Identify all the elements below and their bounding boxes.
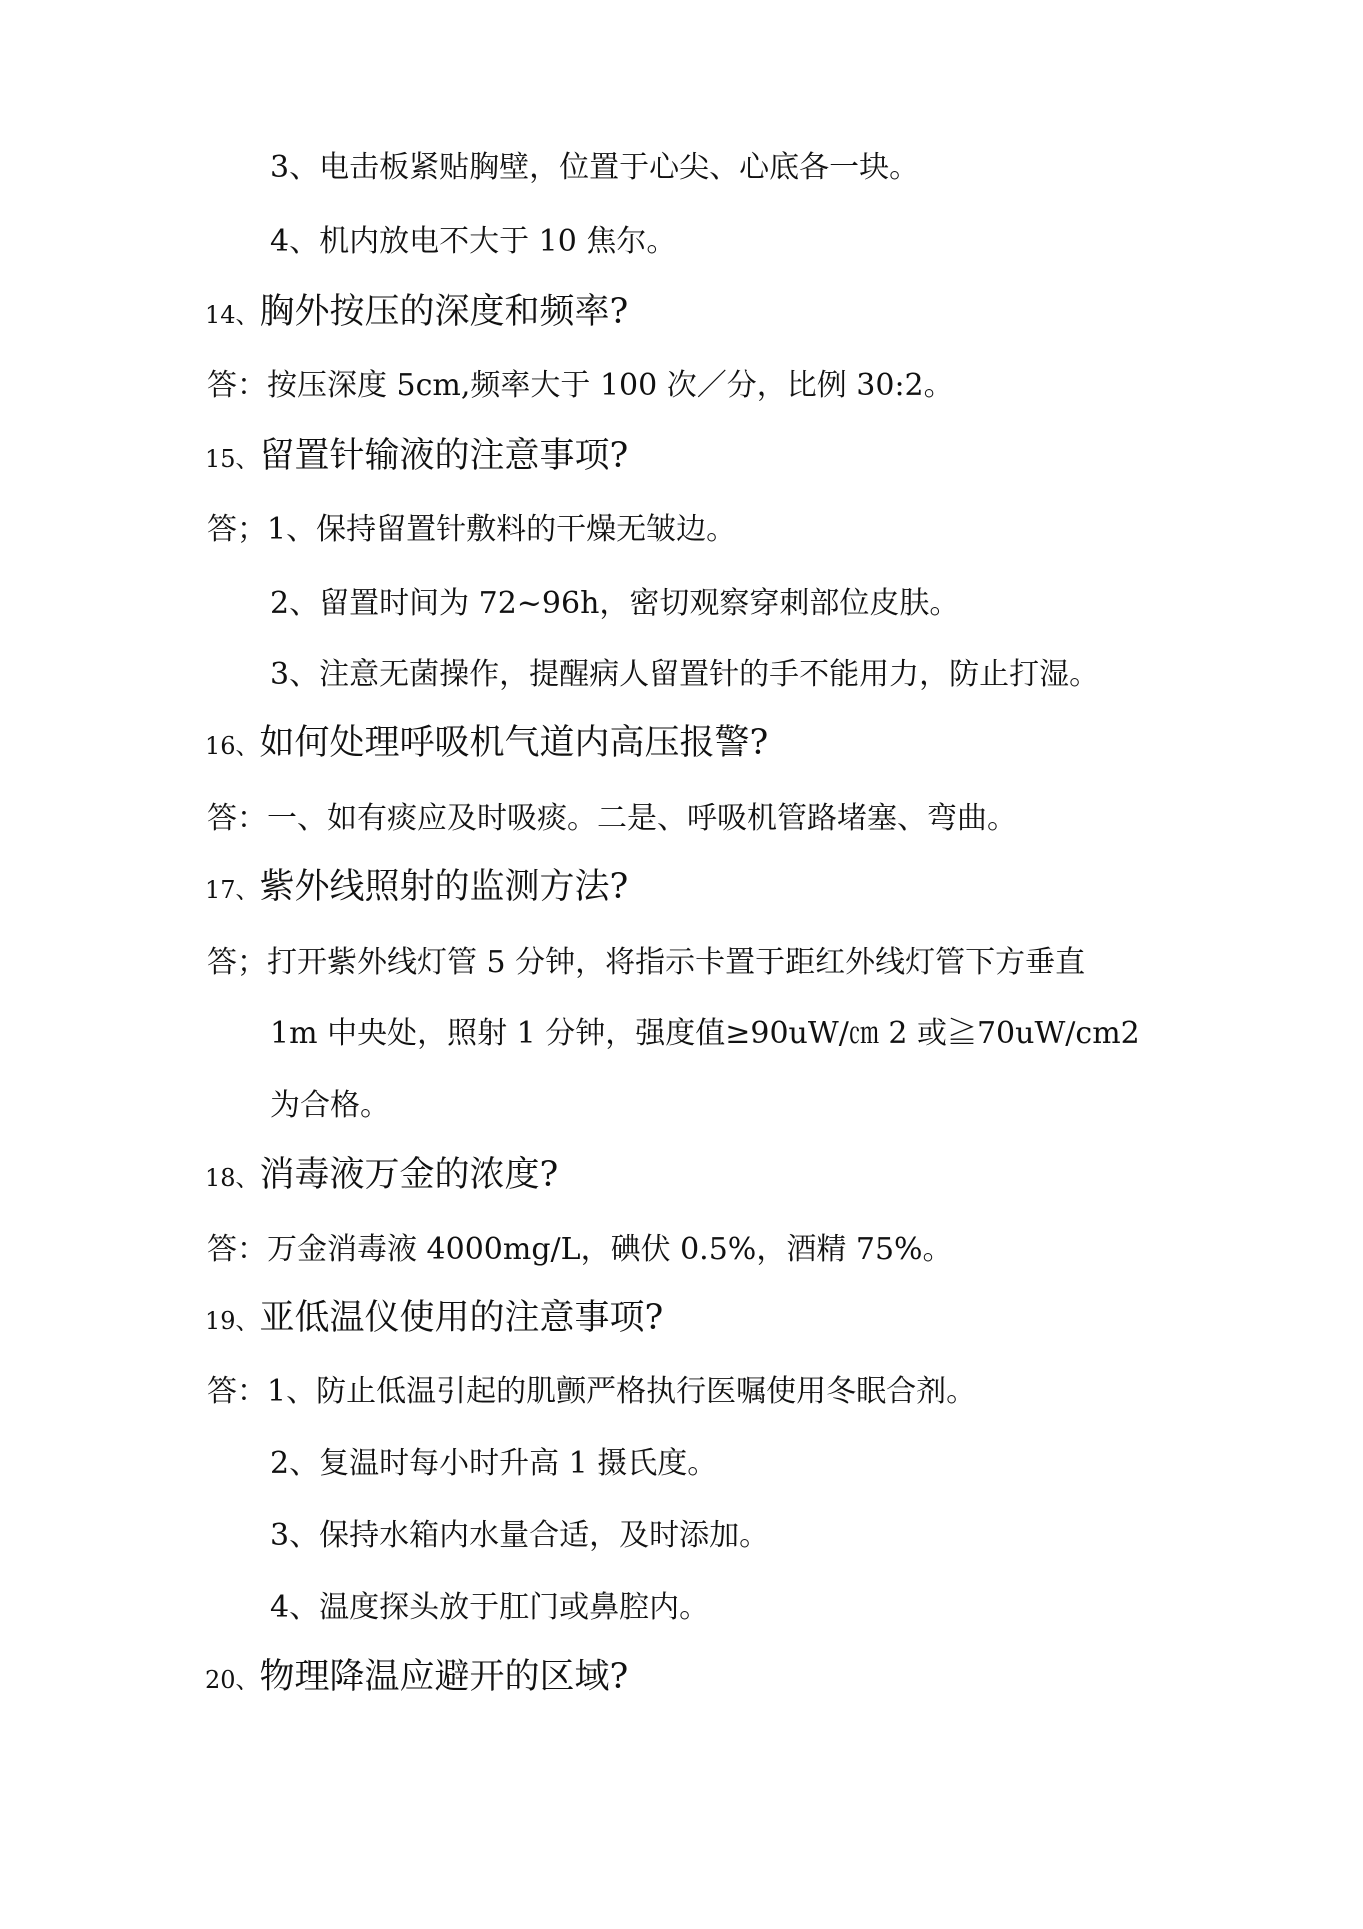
line-text: 3、电击板紧贴胸壁，位置于心尖、心底各一块。 [270, 150, 920, 185]
answer-line [270, 1086, 390, 1126]
line-text: 4、温度探头放于肛门或鼻腔内。 [270, 1590, 710, 1625]
answer-line [207, 1230, 953, 1270]
question-number: 15、 [205, 445, 260, 473]
question-number: 19、 [205, 1307, 260, 1335]
question-text: 物理降温应避开的区域? [259, 1657, 629, 1697]
line-text: 2、复温时每小时升高 1 摄氏度。 [270, 1446, 718, 1481]
answer-line [270, 1588, 709, 1628]
question-line [205, 867, 628, 910]
line-text: 答：按压深度 5cm,频率大于 100 次／分，比例 30:2。 [207, 368, 954, 403]
question-text: 紫外线照射的监测方法? [259, 867, 629, 907]
question-line [205, 436, 628, 479]
line-text: 3、保持水箱内水量合适，及时添加。 [270, 1518, 770, 1553]
question-line [205, 1298, 663, 1341]
question-text: 胸外按压的深度和频率? [259, 292, 629, 332]
answer-line [207, 510, 736, 550]
line-text: 答：一、如有痰应及时吸痰。二是、呼吸机管路堵塞、弯曲。 [207, 801, 1017, 836]
question-number: 17、 [205, 876, 260, 904]
answer-line [270, 1516, 769, 1556]
question-number: 14、 [205, 301, 260, 329]
answer-line [270, 655, 1099, 695]
line-text: 2、留置时间为 72~96h，密切观察穿刺部位皮肤。 [270, 586, 960, 621]
question-text: 亚低温仪使用的注意事项? [259, 1298, 664, 1338]
line-text: 3、注意无菌操作，提醒病人留置针的手不能用力，防止打湿。 [270, 657, 1100, 692]
line-text: 答：1、防止低温引起的肌颤严格执行医嘱使用冬眠合剂。 [207, 1374, 977, 1409]
line-text: 1m 中央处，照射 1 分钟，强度值≥90uW/㎝ 2 或≧70uW/cm2 [270, 1016, 1140, 1051]
answer-line [270, 148, 919, 188]
line-text: 答；打开紫外线灯管 5 分钟，将指示卡置于距红外线灯管下方垂直 [207, 945, 1086, 980]
question-number: 16、 [205, 732, 260, 760]
answer-line [270, 584, 959, 624]
answer-line [270, 222, 676, 262]
answer-line [270, 1014, 1140, 1054]
line-text: 4、机内放电不大于 10 焦尔。 [270, 224, 677, 259]
answer-line [207, 799, 1017, 839]
question-line [205, 1155, 558, 1198]
line-text: 为合格。 [270, 1088, 390, 1123]
question-text: 消毒液万金的浓度? [259, 1155, 559, 1195]
question-number: 18、 [205, 1164, 260, 1192]
answer-line [207, 1372, 976, 1412]
answer-line [207, 943, 1085, 983]
answer-line [207, 366, 954, 406]
question-line [205, 723, 768, 766]
line-text: 答；1、保持留置针敷料的干燥无皱边。 [207, 512, 737, 547]
answer-line [270, 1444, 717, 1484]
question-text: 如何处理呼吸机气道内高压报警? [259, 723, 769, 763]
question-text: 留置针输液的注意事项? [259, 436, 629, 476]
question-line [205, 1657, 628, 1700]
question-number: 20、 [205, 1666, 260, 1694]
question-line [205, 292, 628, 335]
line-text: 答：万金消毒液 4000mg/L，碘伏 0.5%，酒精 75%。 [207, 1232, 953, 1267]
